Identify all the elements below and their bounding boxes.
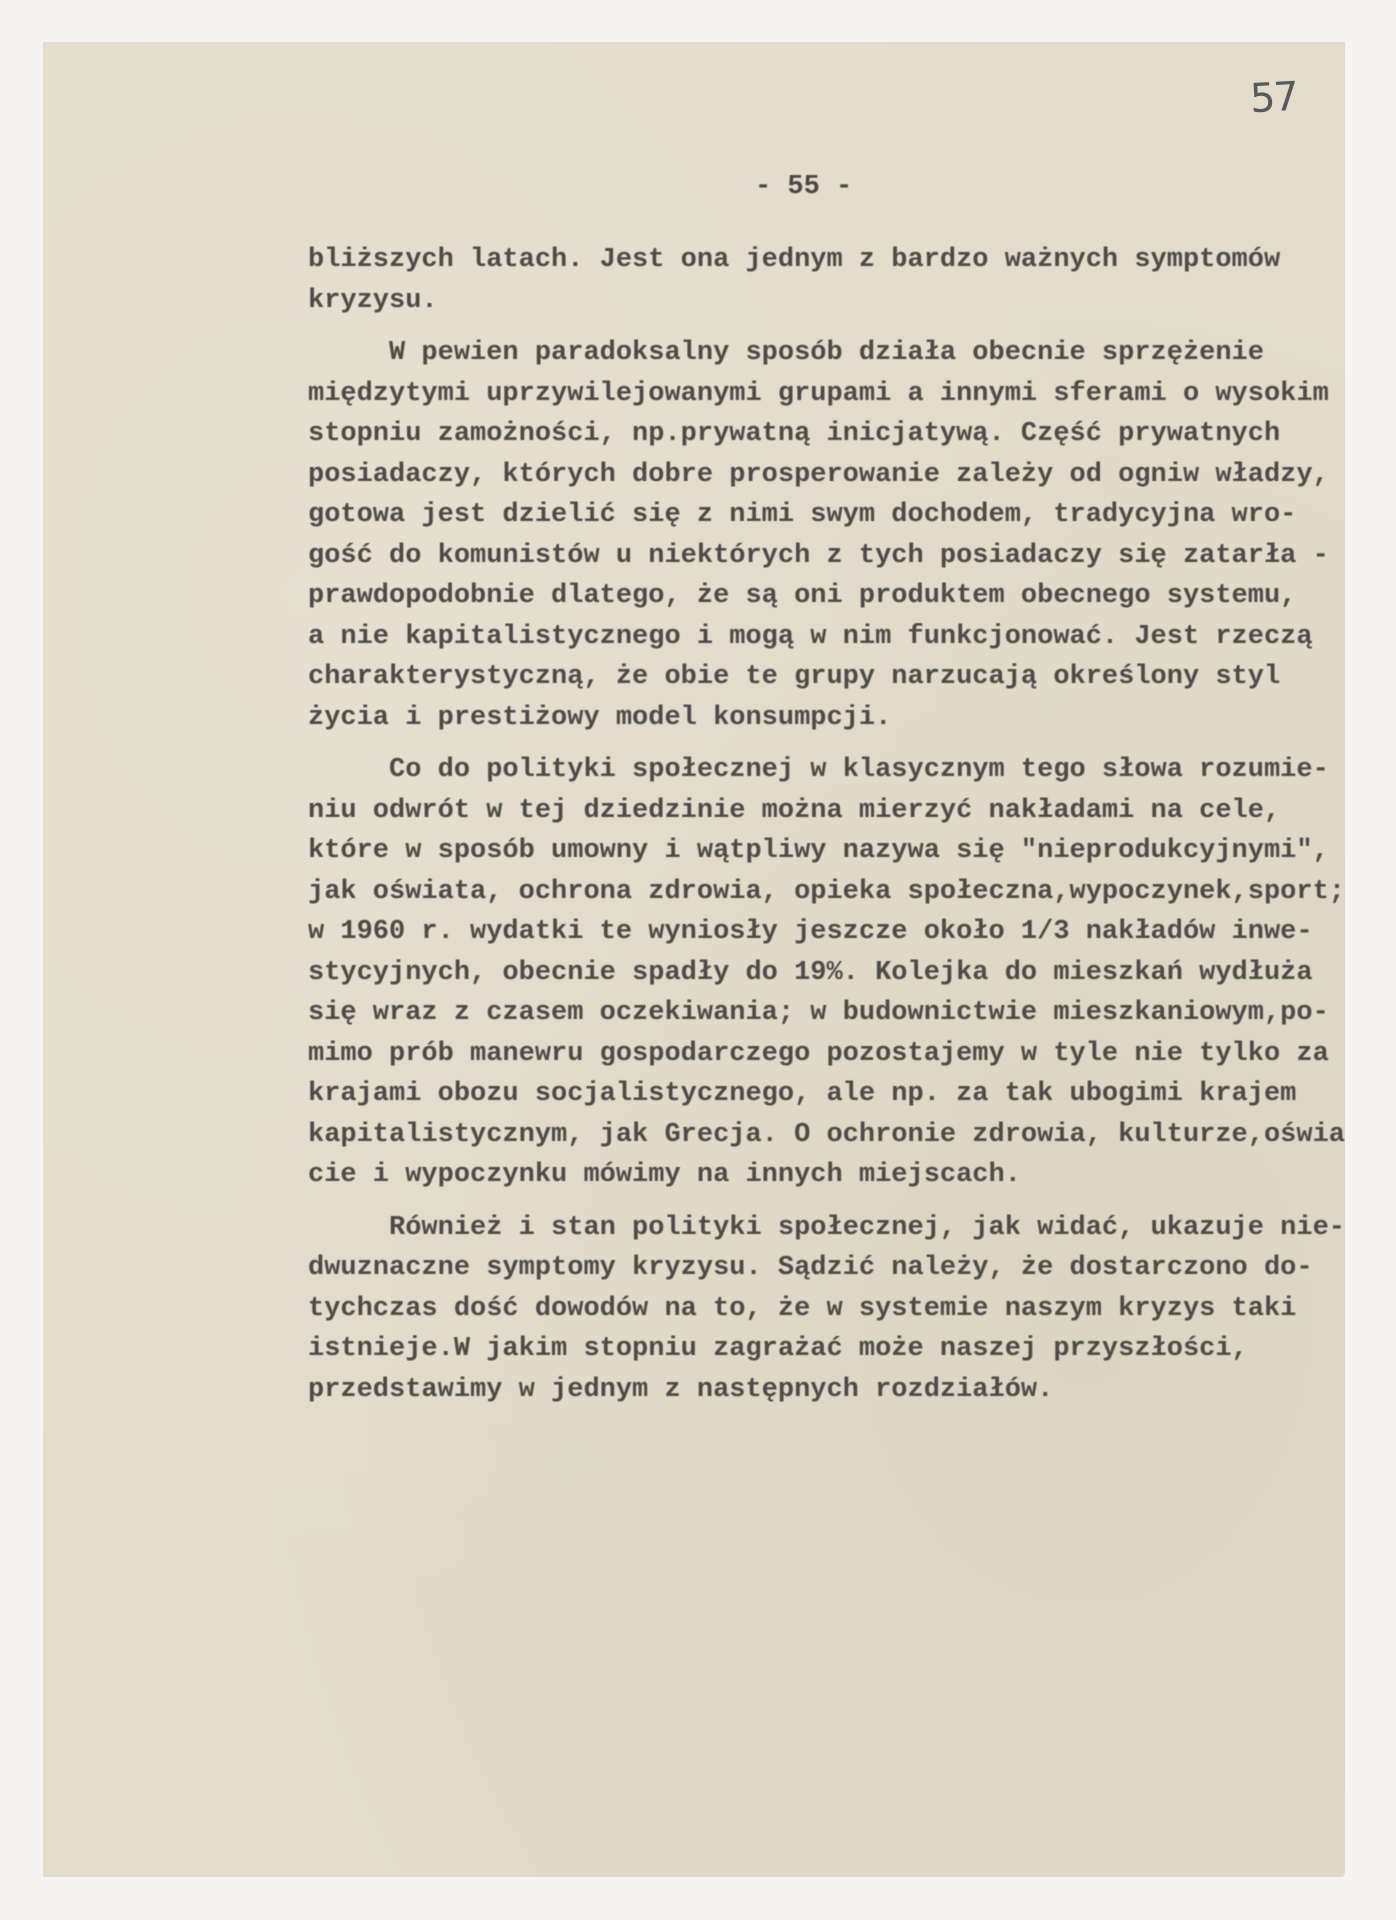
text-line: się wraz z czasem oczekiwania; w budownictwie mieszkaniowym,po-: [308, 998, 1329, 1028]
text-line: które w sposób umowny i wątpliwy nazywa się "nieprodukcyjnymi",: [308, 836, 1329, 866]
text-line: gotowa jest dzielić się z nimi swym dochodem, tradycyjna wro-: [308, 500, 1297, 530]
text-line: jak oświata, ochrona zdrowia, opieka społeczna,wypoczynek,sport;: [308, 876, 1345, 907]
text-line: istnieje.W jakim stopniu zagrażać może naszej przyszłości,: [308, 1334, 1248, 1364]
paragraph-2: [308, 333, 1348, 738]
text-line: niu odwrót w tej dziedzinie można mierzyć nakładami na cele,: [308, 795, 1281, 826]
text-line: międzytymi uprzywilejowanymi grupami a innymi sferami o wysokim: [308, 378, 1329, 409]
text-line: posiadaczy, których dobre prosperowanie zależy od ogniw władzy,: [308, 459, 1329, 490]
text-line: życia i prestiżowy model konsumpcji.: [308, 702, 892, 733]
text-line: a nie kapitalistycznego i mogą w nim funkcjonować. Jest rzeczą: [308, 621, 1313, 652]
text-line: W pewien paradoksalny sposób działa obecnie sprzężenie: [389, 338, 1264, 368]
text-line: prawdopodobnie dlatego, że są oni produktem obecnego systemu,: [308, 581, 1297, 611]
text-line: w 1960 r. wydatki te wyniosły jeszcze około 1/3 nakładów inwe-: [308, 917, 1313, 947]
paragraph-3: [308, 750, 1348, 1196]
paragraph-1: [308, 240, 1348, 321]
paragraph-4: [308, 1208, 1348, 1411]
text-line: tychczas dość dowodów na to, że w systemie naszym kryzys taki: [308, 1293, 1297, 1324]
text-line: Również i stan polityki społecznej, jak widać, ukazuje nie-: [389, 1212, 1345, 1243]
text-line: kryzysu.: [308, 285, 438, 316]
text-line: charakterystyczną, że obie te grupy narzucają określony styl: [308, 662, 1281, 692]
text-line: bliższych latach. Jest ona jednym z bardzo ważnych symptomów: [308, 245, 1281, 275]
text-line: dwuznaczne symptomy kryzysu. Sądzić należy, że dostarczono do-: [308, 1253, 1313, 1283]
text-line: stopniu zamożności, np.prywatną inicjatywą. Część prywatnych: [308, 419, 1281, 449]
text-line: przedstawimy w jednym z następnych rozdziałów.: [308, 1374, 1054, 1405]
page-number: - 55 -: [755, 172, 853, 202]
text-line: gość do komunistów u niektórych z tych posiadaczy się zatarła -: [308, 540, 1329, 571]
typed-body-text: [308, 240, 1348, 1422]
text-line: krajami obozu socjalistycznego, ale np. za tak ubogimi krajem: [308, 1079, 1297, 1109]
text-line: Co do polityki społecznej w klasycznym tego słowa rozumie-: [389, 755, 1329, 785]
handwritten-folio-number: 57: [1248, 73, 1299, 123]
text-line: stycyjnych, obecnie spadły do 19%. Kolejka do mieszkań wydłuża: [308, 957, 1313, 988]
text-line: mimo prób manewru gospodarczego pozostajemy w tyle nie tylko za: [308, 1038, 1329, 1069]
text-line: cie i wypoczynku mówimy na innych miejscach.: [308, 1160, 1021, 1190]
text-line: kapitalistycznym, jak Grecja. O ochronie zdrowia, kulturze,oświa: [308, 1119, 1345, 1150]
